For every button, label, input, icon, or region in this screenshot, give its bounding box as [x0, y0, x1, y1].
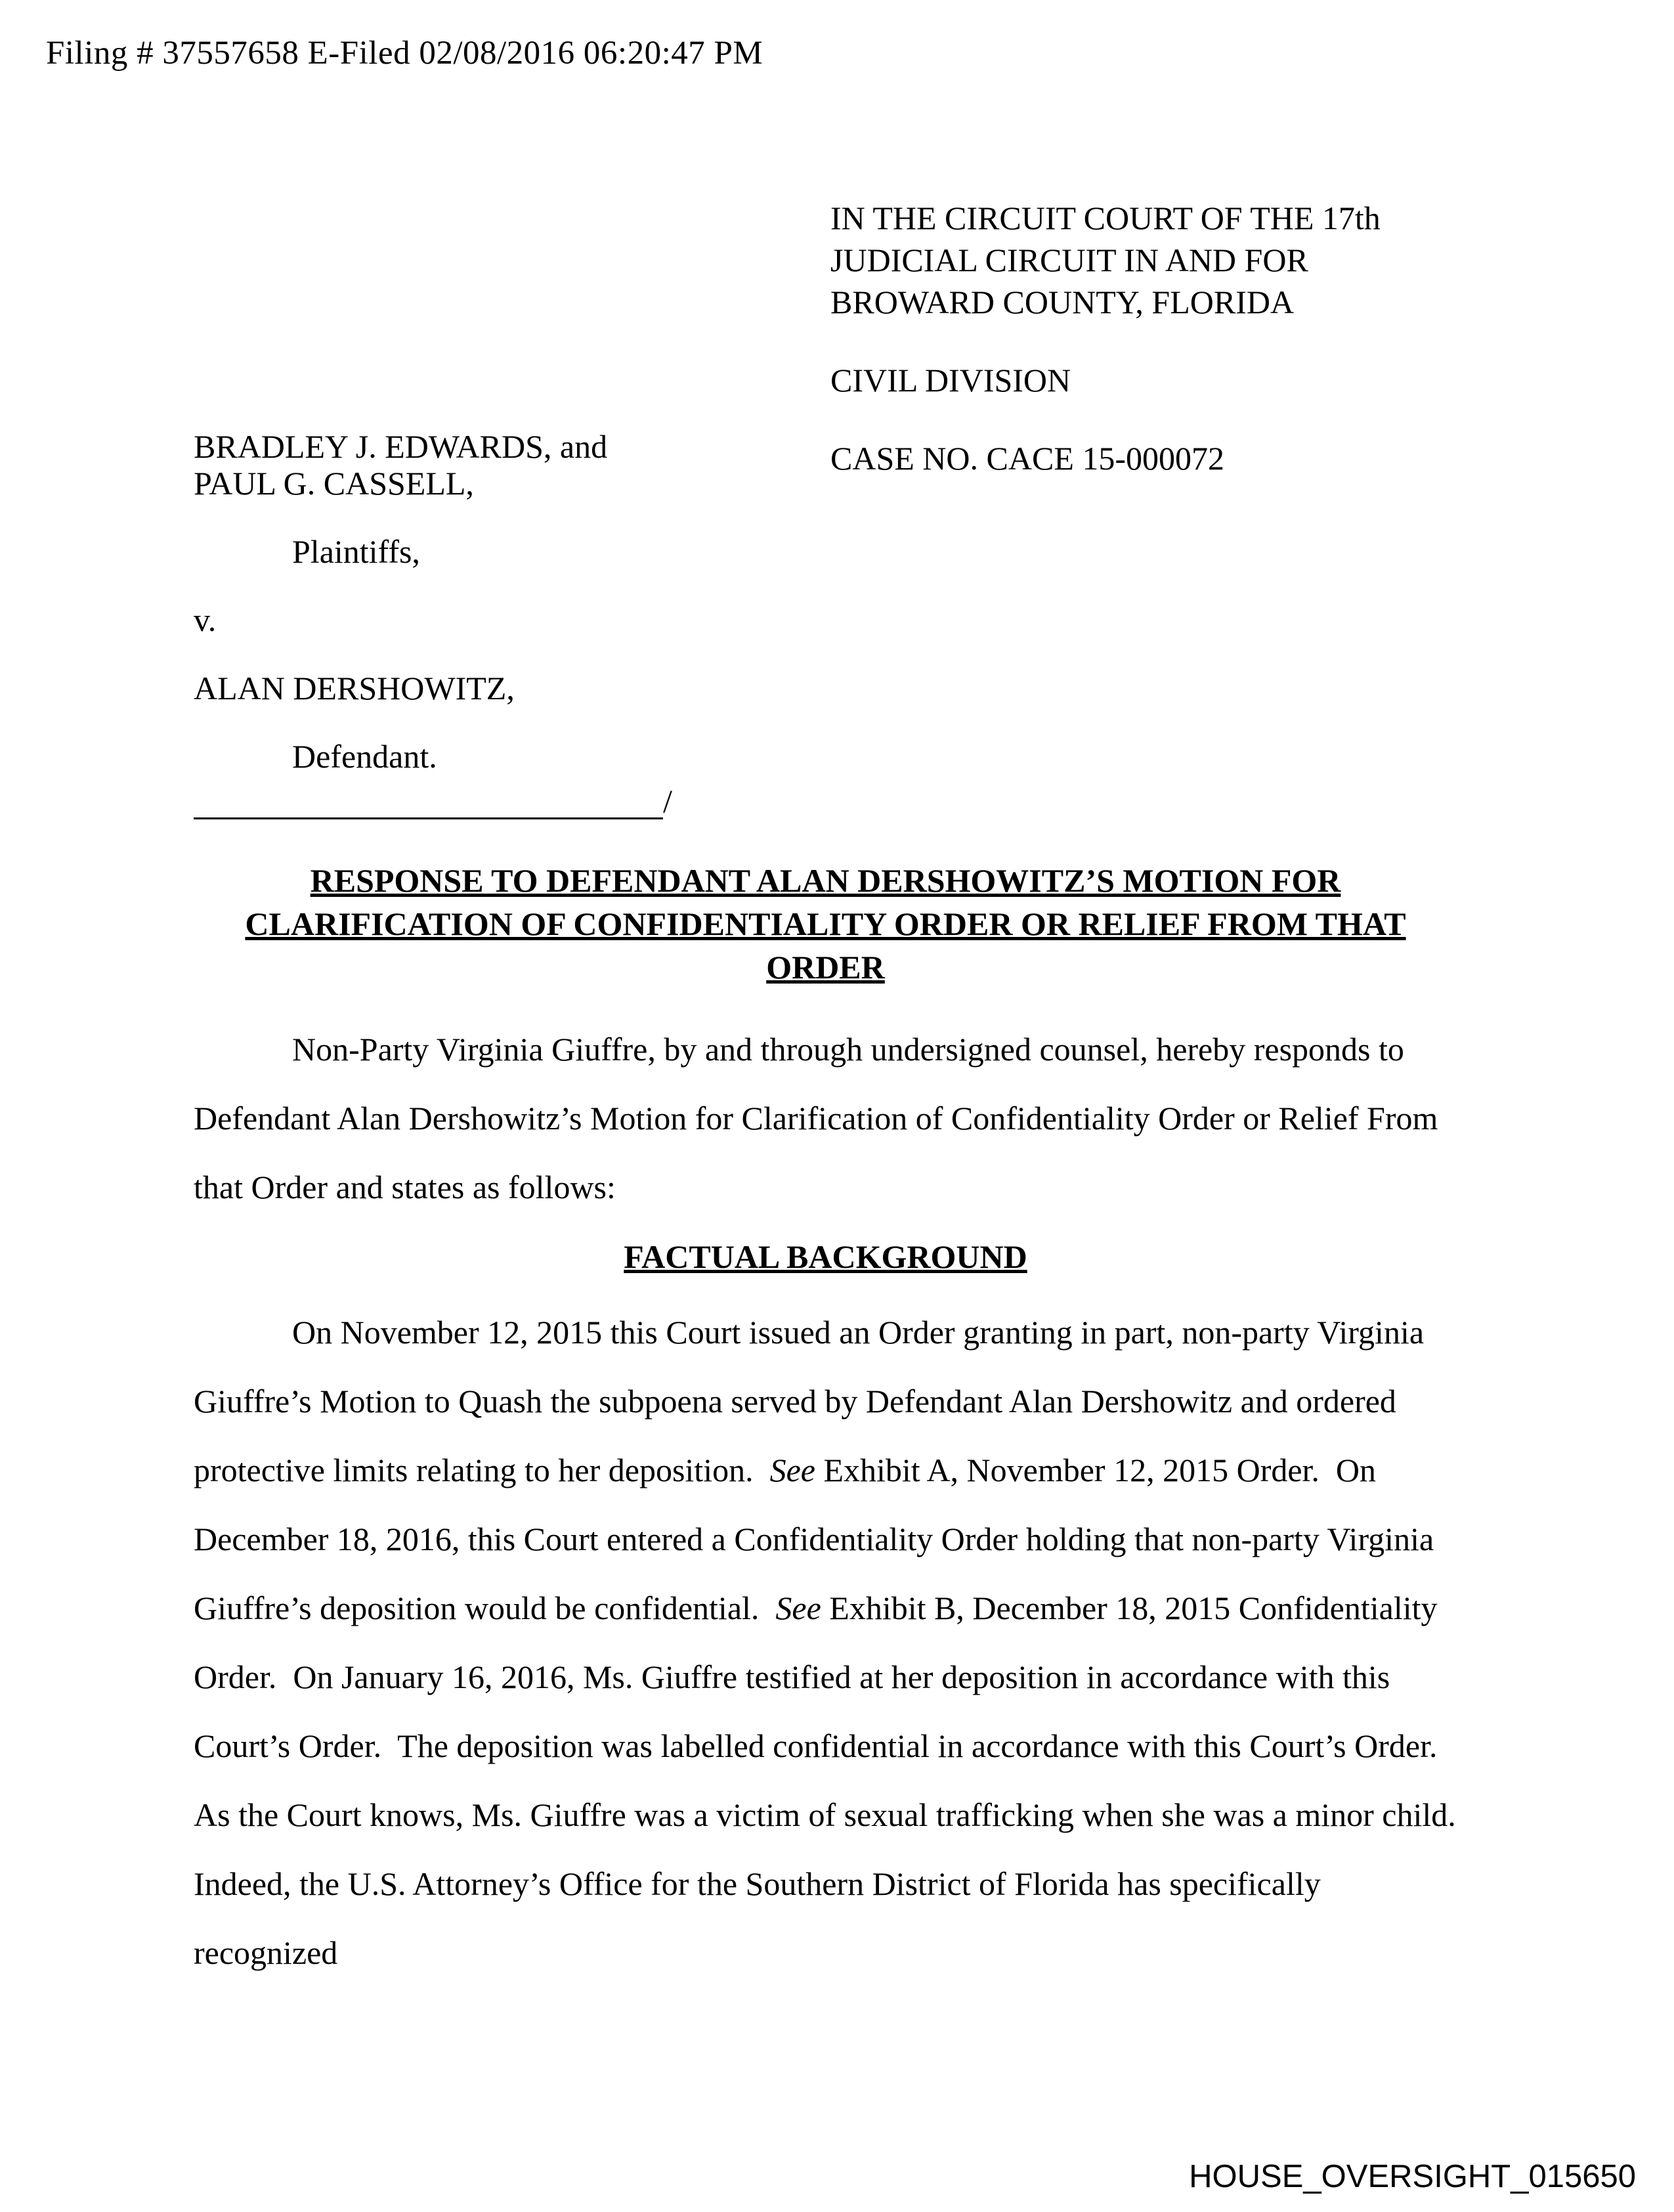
caption-separator — [194, 783, 830, 819]
caption-separator-rule — [194, 783, 663, 819]
court-header — [830, 197, 1457, 819]
document-title-line: CLARIFICATION OF CONFIDENTIALITY ORDER OR RELIEF FROM THAT ORDER — [245, 905, 1406, 986]
intro-paragraph: Non-Party Virginia Giuffre, by and through undersigned counsel, hereby responds to Defendant Alan Dershowitz’s Motion for Clarification of Confidentiality Order or Relief From that Order and states as follows: — [194, 1031, 1446, 1205]
court-name-line: IN THE CIRCUIT COURT OF THE 17th — [830, 200, 1381, 236]
caption-separator-slash: / — [663, 783, 672, 819]
document-content — [194, 197, 1472, 1987]
plaintiff-name-line: BRADLEY J. EDWARDS, and — [194, 428, 608, 465]
court-name-line: BROWARD COUNTY, FLORIDA — [830, 284, 1295, 320]
division-label: CIVIL DIVISION — [830, 362, 1071, 399]
caption-parties — [194, 197, 830, 819]
case-number: CASE NO. CACE 15-000072 — [830, 440, 1225, 477]
defendant-name-line: ALAN DERSHOWITZ, — [194, 670, 515, 706]
plaintiff-name-line: PAUL G. CASSELL, — [194, 465, 474, 502]
section-heading-factual-background: FACTUAL BACKGROUND — [624, 1238, 1027, 1275]
bates-stamp: HOUSE_OVERSIGHT_015650 — [1189, 2159, 1636, 2194]
filing-stamp: Filing # 37557658 E-Filed 02/08/2016 06:20:47 PM — [46, 35, 763, 72]
document-title — [194, 859, 1457, 989]
document-title-line: RESPONSE TO DEFENDANT ALAN DERSHOWITZ’S MOTION FOR — [310, 862, 1341, 899]
factual-background-paragraph: On November 12, 2015 this Court issued an Order granting in part, non-party Virginia Giuffre’s Motion to Quash the subpoena served by Defendant Alan Dershowitz and ordered protective limits relating to her deposition. See Exhibit A, November 12, 2015 Order. On December 18, 2016, this Court entered a Confidentiality Order holding that non-party Virginia Giuffre’s deposition would be confidential. See Exhibit B, December 18, 2015 Confidentiality Order. On January 16, 2016, Ms. Giuffre testified at her deposition in accordance with this Court’s Order. The deposition was labelled confidential in accordance with this Court’s Order. As the Court knows, Ms. Giuffre was a victim of sexual trafficking when she was a minor child. Indeed, the U.S. Attorney’s Office for the Southern District of Florida has specifically recognized — [194, 1314, 1472, 1971]
court-name-line: JUDICIAL CIRCUIT IN AND FOR — [830, 242, 1308, 278]
case-caption — [194, 197, 1457, 819]
defendant-label: Defendant. — [292, 738, 437, 775]
plaintiffs-label: Plaintiffs, — [292, 533, 420, 570]
versus-label: v. — [194, 601, 217, 638]
